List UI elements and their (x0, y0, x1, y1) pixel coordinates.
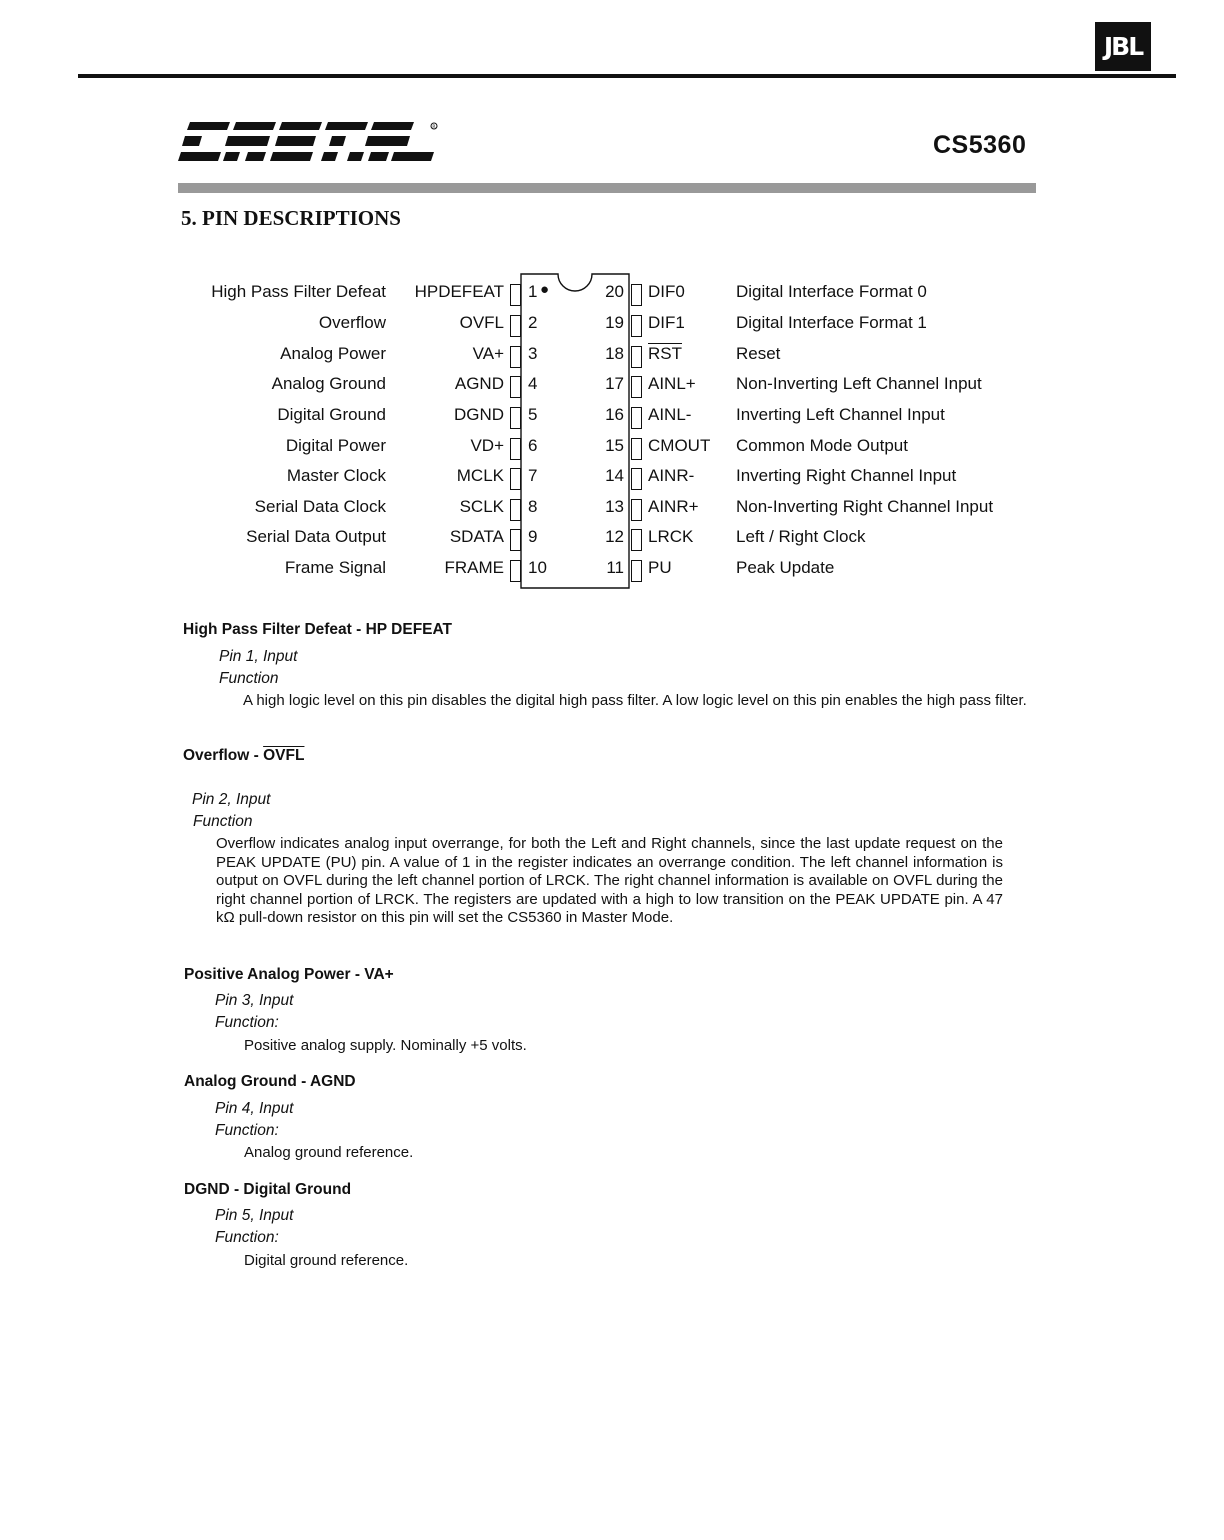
pin-number: 8 (528, 497, 538, 516)
pin-name: $\overline{RST}$ (648, 344, 682, 363)
pin-number: 17 (605, 374, 624, 393)
pin-row (0, 279, 1224, 307)
pin-info: Pin 1, Input (219, 648, 298, 665)
pin-description: Inverting Right Channel Input (736, 466, 957, 485)
pin-number: 9 (528, 527, 538, 546)
pin-row (0, 371, 1224, 399)
pin-name: SCLK (459, 497, 504, 516)
pin-stub (631, 346, 642, 368)
pin-description: Serial Data Clock (254, 497, 386, 516)
pin-name: DGND (453, 405, 504, 424)
pin-stub (631, 284, 642, 306)
pin-description: Left / Right Clock (736, 527, 866, 546)
pin-stub (510, 284, 521, 306)
pin-name: CMOUT (648, 436, 711, 455)
pin-number: 11 (606, 558, 624, 577)
pin-name: FRAME (444, 558, 504, 577)
pin-stub (631, 407, 642, 429)
pin-name: LRCK (648, 527, 694, 546)
pin-description: Frame Signal (284, 558, 386, 577)
section-heading: DGND - Digital Ground (184, 1181, 352, 1198)
pin-stub (510, 529, 521, 551)
pin-info: Pin 2, Input (192, 791, 271, 808)
pin-stub (510, 560, 521, 582)
part-number: CS5360 (933, 131, 1027, 159)
pin-stub (510, 499, 521, 521)
pin-name: AGND (454, 374, 504, 393)
pin-name: PU (648, 558, 672, 577)
pin-name: SDATA (449, 527, 504, 546)
pin-number: 6 (528, 436, 538, 455)
pin-row (0, 310, 1224, 338)
section-title: 5. PIN DESCRIPTIONS (181, 206, 401, 230)
pin-stub (510, 407, 521, 429)
pin-stub (510, 438, 521, 460)
pin-stub (510, 315, 521, 337)
pin-stub (510, 468, 521, 490)
section-heading: High Pass Filter Defeat - HP DEFEAT (183, 621, 453, 638)
pin-description: Digital Ground (277, 405, 386, 424)
pin-number: 5 (528, 405, 538, 424)
svg-text:R: R (432, 124, 436, 130)
pin-number: 3 (528, 344, 538, 363)
pin-description: Common Mode Output (736, 436, 908, 455)
pin-row (0, 433, 1224, 461)
crystal-logo (178, 118, 440, 166)
pin-number: 10 (528, 558, 547, 577)
pin1-dot: ● (540, 281, 550, 298)
pin-row (0, 524, 1224, 552)
pin-number: 4 (528, 374, 538, 393)
pin-description: Serial Data Output (246, 527, 386, 546)
function-text: Positive analog supply. Nominally +5 volts. (244, 1037, 527, 1054)
pin-stub (631, 315, 642, 337)
pin-stub (510, 376, 521, 398)
pin-info: Pin 3, Input (215, 992, 294, 1009)
pin-number: 12 (605, 527, 624, 546)
function-label: Function (193, 813, 253, 830)
pin-description: Reset (736, 344, 781, 363)
pin-description: Inverting Left Channel Input (736, 405, 945, 424)
pin-name: MCLK (456, 466, 504, 485)
pin-description: Analog Ground (271, 374, 386, 393)
pin-stub (631, 499, 642, 521)
section-heading: Positive Analog Power - VA+ (184, 966, 394, 983)
function-text: Digital ground reference. (244, 1252, 409, 1269)
pin-number: 19 (605, 313, 624, 332)
pin-number: 1 (528, 282, 538, 301)
pin-row (0, 555, 1224, 583)
pin-info: Pin 4, Input (215, 1100, 294, 1117)
function-text: A high logic level on this pin disables the digital high pass filter. A low logic level on this pin enables the high pass filter. (243, 692, 1027, 709)
title-bar (178, 183, 1036, 193)
function-label: Function: (215, 1014, 279, 1031)
pin-row (0, 402, 1224, 430)
pin-name: OVFL (459, 313, 504, 332)
pin-stub (631, 529, 642, 551)
pin-description: High Pass Filter Defeat (211, 282, 386, 301)
pin-name: AINL- (648, 405, 692, 424)
pin-stub (631, 438, 642, 460)
pin-name: VD+ (470, 436, 504, 455)
section-heading (183, 747, 304, 765)
pin-name: AINL+ (648, 374, 696, 393)
pin-number: 13 (605, 497, 624, 516)
section-heading: Analog Ground - AGND (184, 1073, 356, 1090)
pin-number: 20 (605, 282, 624, 301)
pin-row (0, 494, 1224, 522)
pin-stub (510, 346, 521, 368)
pin-description: Digital Power (285, 436, 386, 455)
pin-name: VA+ (472, 344, 504, 363)
function-label: Function (219, 670, 279, 687)
function-label: Function: (215, 1229, 279, 1246)
pin-name: DIF1 (648, 313, 685, 332)
pin-number: 7 (528, 466, 538, 485)
pin-number: 2 (528, 313, 538, 332)
pin-stub (631, 560, 642, 582)
pin-stub (631, 468, 642, 490)
header-rule (78, 74, 1176, 78)
pin-description: Non-Inverting Right Channel Input (736, 497, 994, 516)
function-label: Function: (215, 1122, 279, 1139)
heading-signal: OVFL (263, 747, 305, 764)
pin-number: 15 (605, 436, 624, 455)
pin-name: DIF0 (648, 282, 685, 301)
pin-description: Analog Power (280, 344, 386, 363)
pin-name: HPDEFEAT (414, 282, 504, 301)
pin-name: AINR+ (648, 497, 699, 516)
pin-description: Digital Interface Format 0 (736, 282, 927, 301)
pin-info: Pin 5, Input (215, 1207, 294, 1224)
pin-name: AINR- (648, 466, 695, 485)
function-text: Analog ground reference. (244, 1144, 414, 1161)
pin-number: 16 (605, 405, 624, 424)
pin-description: Overflow (318, 313, 386, 332)
jbl-logo: JBL (1095, 22, 1151, 71)
pin-description: Master Clock (286, 466, 386, 485)
pin-row (0, 463, 1224, 491)
function-text: Overflow indicates analog input overrange, for both the Left and Right channels, since the last update request on the PEAK UPDATE (PU) pin. A value of 1 in the register indicates an overrange condition. The left channel information is output on OVFL during the left channel portion of LRCK. The right channel information is available on OVFL during the right channel portion of LRCK. The registers are updated with a high to low transition on the PEAK UPDATE pin. A 47 kΩ pull-down resistor on this pin will set the CS5360 in Master Mode. (216, 835, 1003, 926)
pin-row (0, 341, 1224, 369)
heading-prefix: Overflow - (183, 747, 264, 764)
pin-stub (631, 376, 642, 398)
pin-number: 14 (605, 466, 624, 485)
pin-number: 18 (605, 344, 624, 363)
pin-description: Digital Interface Format 1 (736, 313, 927, 332)
pin-description: Non-Inverting Left Channel Input (736, 374, 982, 393)
pin-description: Peak Update (736, 558, 835, 577)
